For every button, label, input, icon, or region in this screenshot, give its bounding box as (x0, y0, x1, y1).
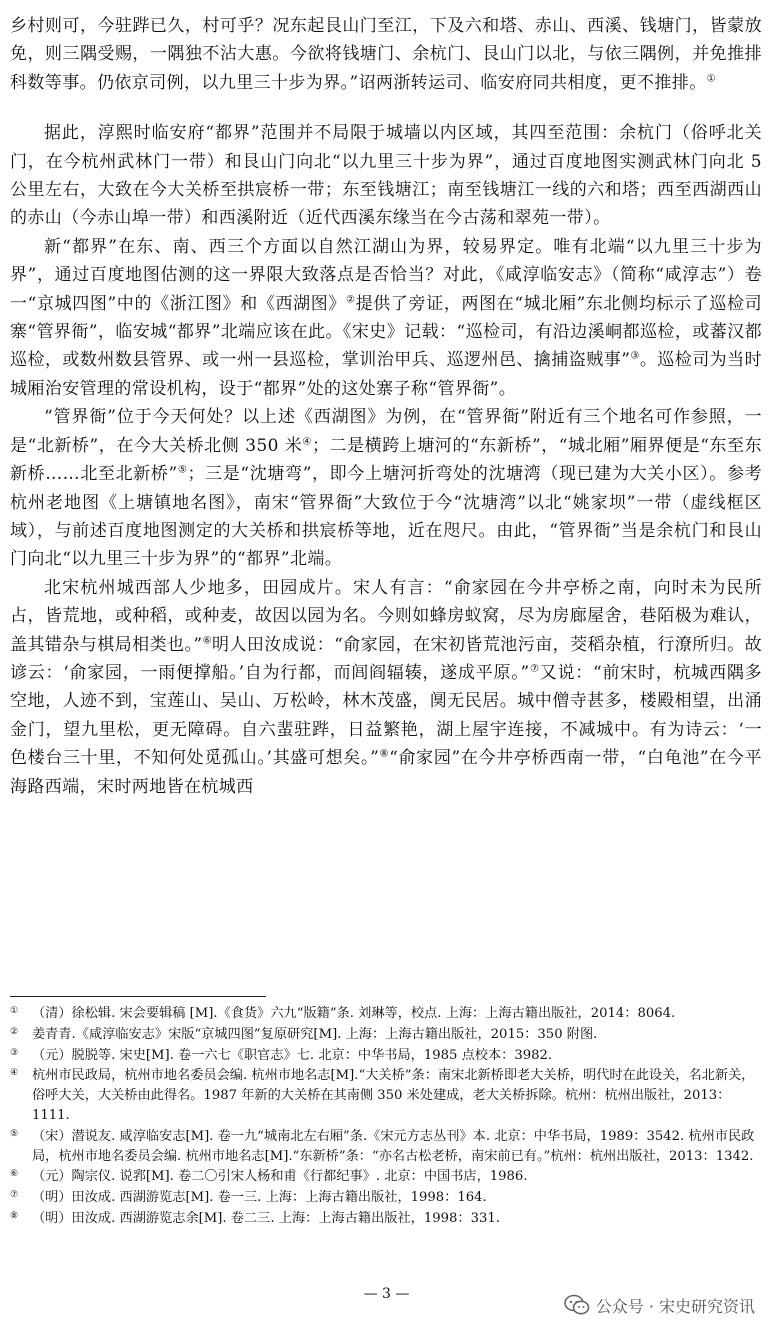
footnote-mark: ③ (10, 1047, 19, 1058)
footnote-mark: ⑧ (10, 1210, 19, 1221)
footnote-4 (10, 1066, 762, 1125)
footnote-ref-1[interactable]: ① (706, 73, 716, 85)
footnote-text: （明）田汝成. 西湖游览志[M]. 卷一三. 上海：上海古籍出版社，1998：164. (32, 1190, 487, 1206)
footnote-mark: ⑥ (10, 1169, 19, 1180)
footnote-ref-8[interactable]: ⑧ (379, 748, 390, 760)
footnote-text: （元）脱脱等. 宋史[M]. 卷一六七《职官志》七. 北京：中华书局，1985 点校本：3982. (32, 1047, 553, 1063)
footnote-ref-6[interactable]: ⑥ (202, 634, 212, 646)
footnote-text: （宋）潜说友. 咸淳临安志[M]. 卷一九“城南北左右厢”条.《宋元方志丛刊》本. 北京：中华书局，1989：3542. 杭州市民政局，杭州市地名委员会编. 杭州市地名志[M].“东新桥”条：“亦名古松老桥，南宋前已有。”杭州：杭州出版社，2013：1342. (32, 1128, 755, 1164)
footnote-mark: ⑦ (10, 1190, 19, 1201)
paragraph-quote-end: 乡村则可，今驻跸已久，村可乎？况东起艮山门至江，下及六和塔、赤山、西溪、钱塘门，皆蒙放免，则三隅受赐，一隅独不沾大惠。今欲将钱塘门、余杭门、艮山门以北，与依三隅例，并免推排科数等事。仍依京司例，以九里三十步为界。”诏两浙转运司、临安府同共相度，更不推排。① (10, 16, 762, 93)
footnote-6 (10, 1167, 762, 1187)
footnote-ref-4[interactable]: ④ (302, 436, 312, 448)
footnote-text: （元）陶宗仪. 说郛[M]. 卷二〇引宋人杨和甫《行都纪事》. 北京：中国书店，1986. (32, 1169, 528, 1185)
footnote-text: 杭州市民政局，杭州市地名委员会编. 杭州市地名志[M].“大关桥”条：南宋北新桥即老大关桥，明代时在此设关，名北新关，俗呼大关，大关桥由此得名。1987 年新的大关桥在其南侧 350 米处建成，老大关桥拆除。杭州：杭州出版社，2013：1111. (32, 1068, 755, 1123)
wechat-watermark (560, 1290, 759, 1320)
footnote-1 (10, 1004, 762, 1024)
paragraph-west-hangzhou: 北宋杭州城西部人少地多，田园成片。宋人有言：“俞家园在今井亭桥之南，向时未为民所占，皆荒地，或种稻，或种麦，故因以园为名。今则如蜂房蚁窝，尽为房廊屋舍，巷陌极为难认，盖其错杂与棋局相类也。”⑥明人田汝成说：“俞家园，在宋初皆荒池污亩，茭稻杂植，行潦所归。故谚云：‘俞家园，一雨便撑船。’自为行都，而闾阎辐辏，遂成平原。”⑦又说：“前宋时，杭城西隅多空地，人迹不到，宝莲山、吴山、万松岭，林木茂盛，阒无民居。城中僧寺甚多，楼殿相望，出涌金门，望九里松，更无障碍。自六蜚驻跸，日益繁艳，湖上屋宇连接，不减城中。有为诗云：‘一色楼台三十里，不知何处觅孤山。’其盛可想矣。”⑧“俞家园”在今井亭桥西南一带，“白龟池”在今平海路西端，宋时两地皆在杭城西 (10, 577, 763, 797)
footnote-7 (10, 1188, 762, 1208)
body-text (10, 12, 762, 801)
footnote-5 (10, 1127, 762, 1167)
footnote-2 (10, 1025, 762, 1045)
watermark-text: 公众号 · 宋史研究资讯 (595, 1296, 755, 1316)
footnote-ref-2[interactable]: ② (346, 294, 356, 305)
page-number: — 3 — (363, 1286, 410, 1302)
wechat-icon (564, 1294, 590, 1316)
footnotes (10, 1004, 762, 1230)
footnote-text: 姜青青.《咸淳临安志》宋版“京城四图”复原研究[M]. 上海：上海古籍出版社，2015：350 附图. (32, 1026, 598, 1042)
footnote-3 (10, 1046, 762, 1066)
footnote-ref-5[interactable]: ⑤ (177, 464, 188, 476)
footnote-text: （清）徐松辑. 宋会要辑稿 [M].《食货》六九“版籍”条. 刘琳等，校点. 上海：上海古籍出版社，2014：8064. (32, 1006, 676, 1021)
footnote-mark: ⑤ (10, 1128, 19, 1139)
footnote-ref-3[interactable]: ③ (630, 350, 640, 362)
footnote-8 (10, 1209, 762, 1229)
footnote-mark: ④ (10, 1068, 19, 1079)
footnote-mark: ② (10, 1026, 19, 1037)
footnote-mark: ① (10, 1006, 19, 1016)
footnote-text: （明）田汝成. 西湖游览志余[M]. 卷二三. 上海：上海古籍出版社，1998：331. (32, 1210, 500, 1226)
footnote-ref-7[interactable]: ⑦ (529, 663, 540, 675)
paragraph-north-boundary: 新“都界”在东、南、西三个方面以自然江湖山为界，较易界定。唯有北端“以九里三十步为界”，通过百度地图估测的这一界限大致落点是否恰当？对此，《咸淳临安志》（简称“咸淳志”）卷一“京城四图”中的《浙江图》和《西湖图》②提供了旁证，两图在“城北厢”东北侧均标示了巡检司寨“管界衙”，临安城“都界”北端应该在此。《宋史》记载：“巡检司，有沿边溪峒都巡检，或蕃汉都巡检，或数州数县管界、或一州一县巡检，掌训治甲兵、巡逻州邑、擒捕盗贼事”③。巡检司为当时城厢治安管理的常设机构，设于“都界”处的这处寨子称“管界衙”。 (10, 236, 762, 399)
paragraph-dujie-scope: 据此，淳熙时临安府“都界”范围并不局限于城墙以内区域，其四至范围：余杭门（俗呼北关门，在今杭州武林门一带）和艮山门向北“以九里三十步为界”，通过百度地图实测武林门向北 5 公里左右，大致在今大关桥至拱宸桥一带；东至钱塘江；南至钱塘江一线的六和塔；西至西湖西山的赤山（今赤山埠一带）和西溪附近（近代西溪东缘当在今古荡和翠苑一带）。 (10, 123, 762, 229)
footnote-separator (10, 996, 266, 997)
paragraph-guanjieya-location: “管界衙”位于今天何处？以上述《西湖图》为例，在“管界衙”附近有三个地名可作参照，一是“北新桥”，在今大关桥北侧 350 米④；二是横跨上塘河的“东新桥”，“城北厢”厢界便是“东至东新桥……北至北新桥”⑤；三是“沈塘弯”，即今上塘河折弯处的沈塘湾（现已建为大关小区）。参考杭州老地图《上塘镇地名图》，南宋“管界衙”大致位于今“沈塘湾”以北“姚家坝”一带（虚线框区域），与前述百度地图测定的大关桥和拱宸桥等地，近在咫尺。由此，“管界衙”当是余杭门和艮山门向北“以九里三十步为界”的“都界”北端。 (10, 407, 762, 570)
